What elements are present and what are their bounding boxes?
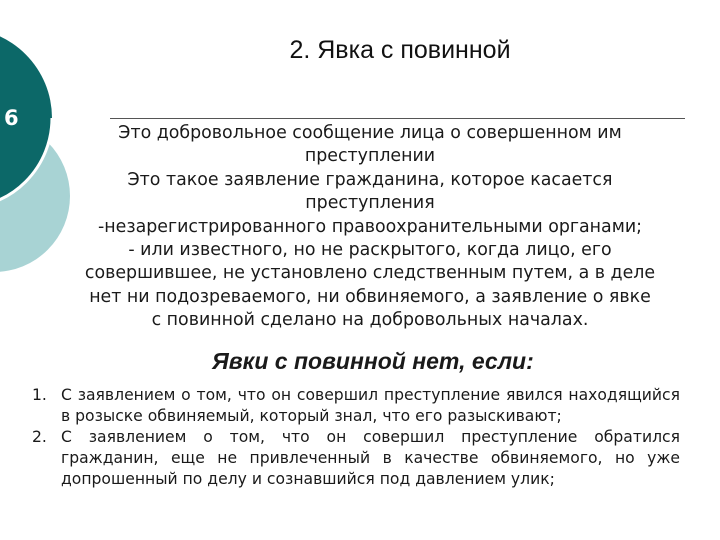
definition-line: нет ни подозреваемого, ни обвиняемого, а заявление о явке xyxy=(89,286,651,307)
list-item-number: 1. xyxy=(32,386,47,404)
section-heading: Явки с повинной нет, если: xyxy=(212,348,534,374)
title-divider xyxy=(110,118,685,119)
list-item-text: С заявлением о том, что он совершил преступление явился находящийся в розыске обвиняемый, который знал, что его разыскивают; xyxy=(61,386,680,425)
definition-line: Это такое заявление гражданина, которое касается xyxy=(127,169,613,190)
definition-line: - или известного, но не раскрытого, когда лицо, его xyxy=(128,240,612,261)
definition-text xyxy=(40,122,700,333)
definition-line: преступления xyxy=(305,193,435,214)
list-item xyxy=(32,427,680,490)
page-title: 2. Явка с повинной xyxy=(289,36,511,64)
conditions-list xyxy=(32,385,680,490)
list-item-text: С заявлением о том, что он совершил преступление обратился гражданин, еще не привлеченный в качестве обвиняемого, но уже допрошенный по делу и сознавшийся под давлением улик; xyxy=(61,428,680,488)
list-item-number: 2. xyxy=(32,428,47,446)
definition-line: преступлении xyxy=(304,146,436,167)
definition-line: совершившее, не установлено следственным путем, а в деле xyxy=(84,263,656,284)
slide-number: 6 xyxy=(4,106,19,130)
definition-line: -незарегистрированного правоохранительными органами; xyxy=(97,216,642,237)
list-item xyxy=(32,385,680,427)
definition-line: Это добровольное сообщение лица о совершенном им xyxy=(118,123,622,143)
definition-line: с повинной сделано на добровольных началах. xyxy=(151,310,589,331)
